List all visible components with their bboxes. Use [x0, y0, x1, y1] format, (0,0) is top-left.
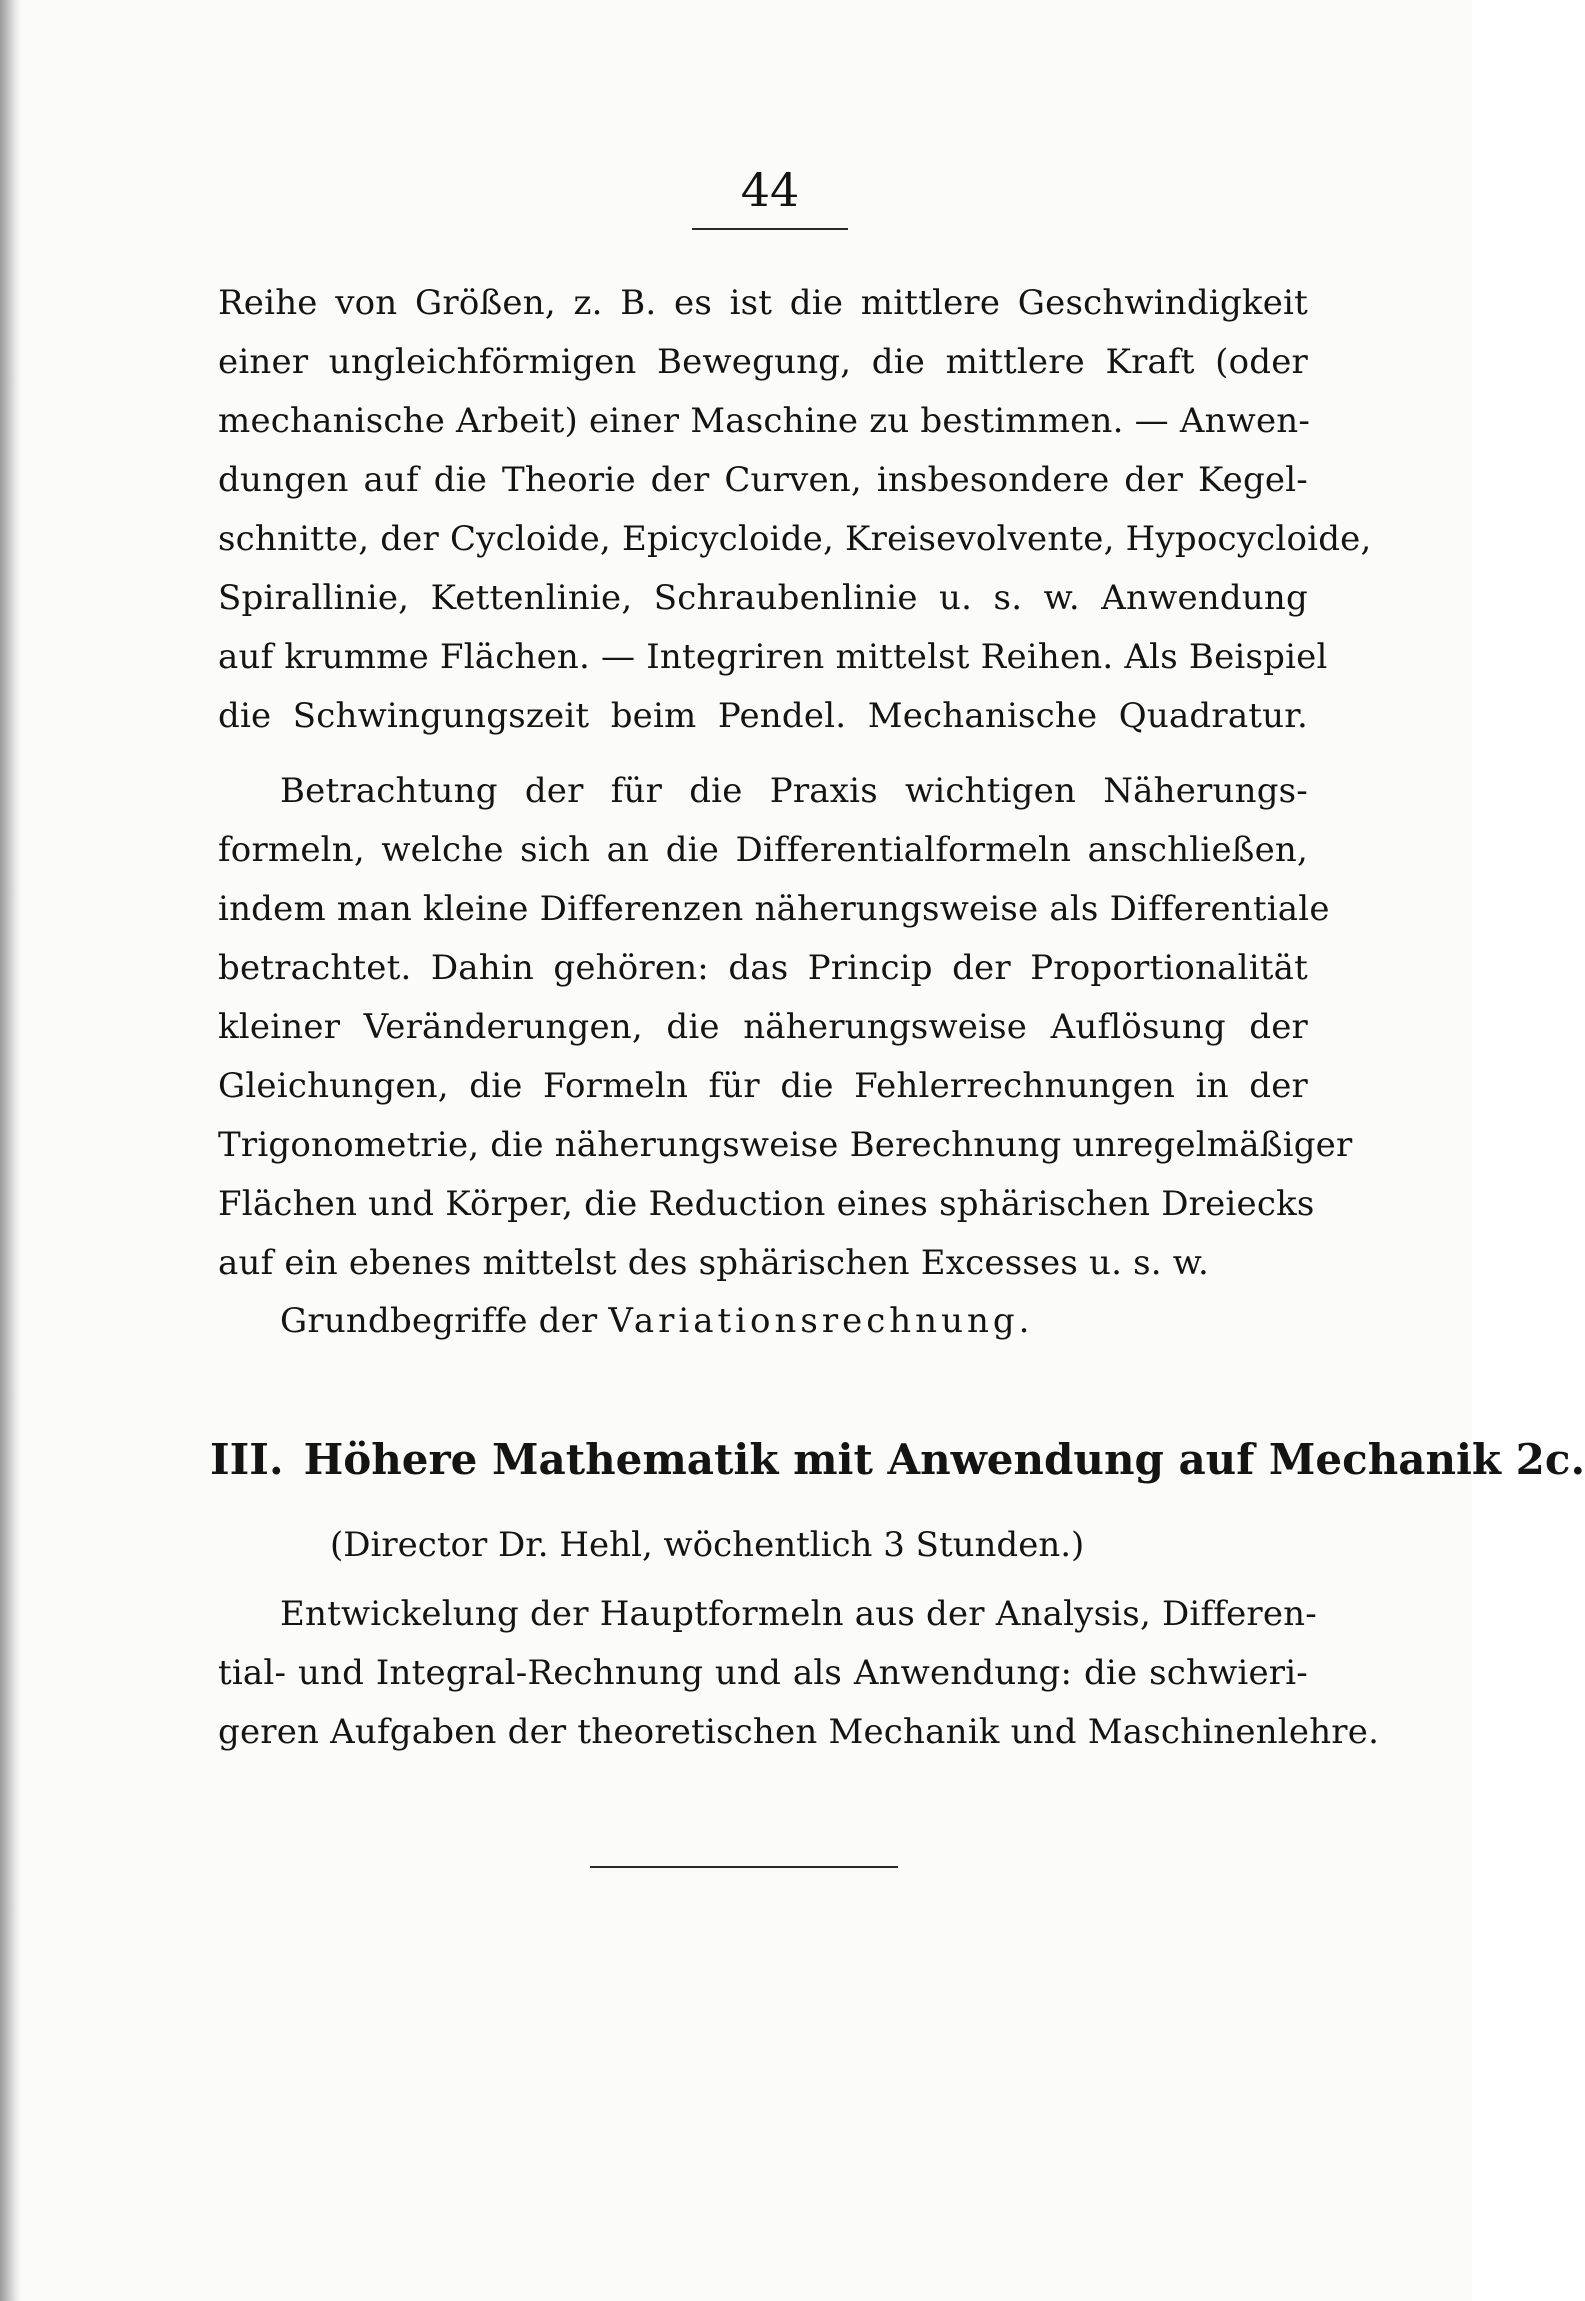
text-line: dungen auf die Theorie der Curven, insbesondere der Kegel- [218, 460, 1308, 500]
page-number-rule [692, 228, 848, 230]
text-line: Trigonometrie, die näherungsweise Berechnung unregelmäßiger [218, 1125, 1353, 1165]
text-line: Betrachtung der für die Praxis wichtigen Näherungs- [280, 771, 1308, 811]
text-fragment: Grundbegriffe der [280, 1301, 609, 1341]
paragraph-2 [218, 762, 1353, 1293]
text-line: die Schwingungszeit beim Pendel. Mechanische Quadratur. [218, 696, 1308, 736]
paragraph-3 [218, 1292, 1308, 1351]
page-number: 44 [740, 163, 800, 217]
text-line: Reihe von Größen, z. B. es ist die mittlere Geschwindigkeit [218, 283, 1308, 323]
text-line: mechanische Arbeit) einer Maschine zu bestimmen. — Anwen- [218, 401, 1311, 441]
paragraph-4 [218, 1585, 1380, 1762]
text-line: auf krumme Flächen. — Integriren mittelst Reihen. Als Beispiel [218, 637, 1328, 677]
text-fragment: . [1018, 1301, 1030, 1341]
section-subtitle: (Director Dr. Hehl, wöchentlich 3 Stunden.) [330, 1525, 1085, 1565]
text-line: schnitte, der Cycloide, Epicycloide, Kreisevolvente, Hypocycloide, [218, 519, 1372, 559]
text-line: formeln, welche sich an die Differentialformeln anschließen, [218, 830, 1308, 870]
text-line [218, 1292, 1308, 1351]
text-line: Spirallinie, Kettenlinie, Schraubenlinie u. s. w. Anwendung [218, 578, 1308, 618]
text-line: Entwickelung der Hauptformeln aus der Analysis, Differen- [280, 1594, 1317, 1634]
section-heading [210, 1428, 1585, 1492]
text-line: Gleichungen, die Formeln für die Fehlerrechnungen in der [218, 1066, 1308, 1106]
text-line: kleiner Veränderungen, die näherungsweise Auflösung der [218, 1007, 1308, 1047]
section-number: III. [210, 1435, 284, 1484]
section-suffix: 2c. [1515, 1435, 1585, 1484]
text-line: betrachtet. Dahin gehören: das Princip der Proportionalität [218, 948, 1308, 988]
text-line: auf ein ebenes mittelst des sphärischen Excesses u. s. w. [218, 1243, 1210, 1283]
text-line: geren Aufgaben der theoretischen Mechanik und Maschinenlehre. [218, 1712, 1380, 1752]
text-line: indem man kleine Differenzen näherungsweise als Differentiale [218, 889, 1330, 929]
text-line: einer ungleichförmigen Bewegung, die mittlere Kraft (oder [218, 342, 1308, 382]
paragraph-1 [218, 274, 1372, 746]
section-title: Höhere Mathematik mit Anwendung auf Mechanik [303, 1435, 1502, 1484]
spaced-term: Variationsrechnung [608, 1301, 1019, 1341]
text-line: Flächen und Körper, die Reduction eines sphärischen Dreiecks [218, 1184, 1315, 1224]
binding-shadow [0, 0, 22, 2301]
text-line: tial- und Integral-Rechnung und als Anwendung: die schwieri- [218, 1653, 1308, 1693]
section-end-rule [590, 1866, 898, 1868]
